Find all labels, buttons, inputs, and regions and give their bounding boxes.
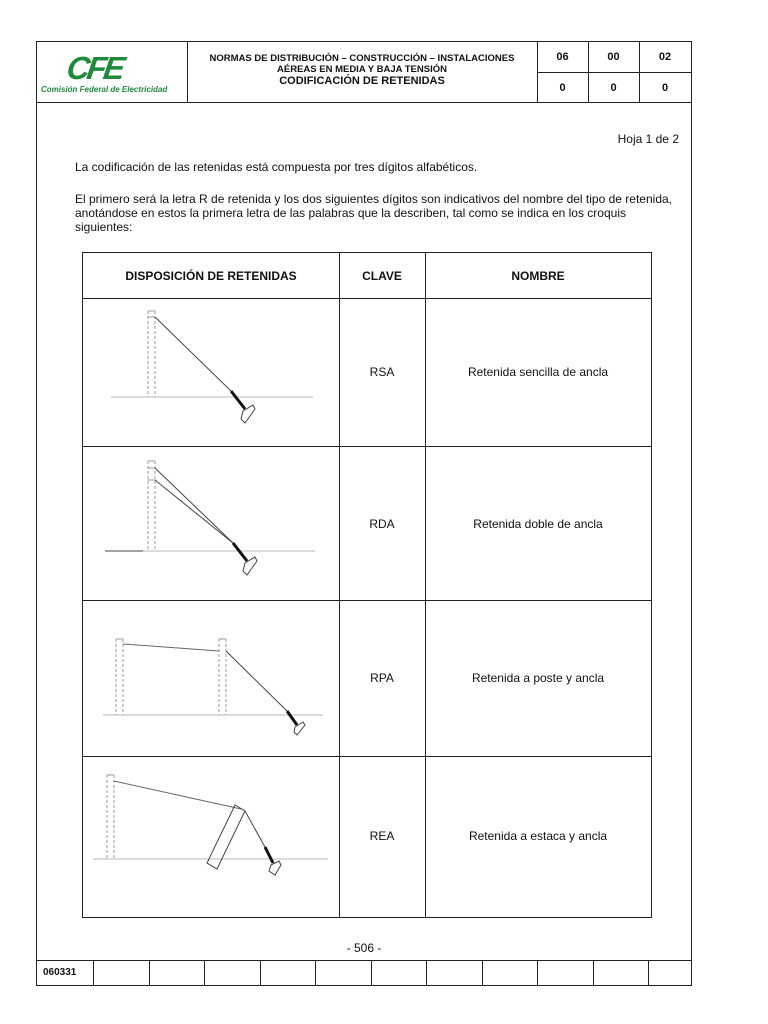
document-header xyxy=(37,42,691,103)
clave-cell: REA xyxy=(369,829,395,843)
code-top-3: 02 xyxy=(658,51,672,63)
footer-cell xyxy=(261,961,316,986)
table-row xyxy=(83,299,651,447)
sketch-retenida-estaca-ancla xyxy=(83,757,339,917)
column-header-disposicion: DISPOSICIÓN DE RETENIDAS xyxy=(83,253,339,299)
footer-cell xyxy=(150,961,205,986)
document-footer xyxy=(37,960,691,986)
column-header-clave: CLAVE xyxy=(339,253,425,299)
footer-cell xyxy=(205,961,261,986)
table-row xyxy=(83,601,651,757)
table-row xyxy=(83,757,651,917)
footer-cell xyxy=(316,961,372,986)
nombre-cell: Retenida sencilla de ancla xyxy=(467,365,609,379)
clave-cell: RSA xyxy=(369,365,395,379)
page-number: - 506 - xyxy=(346,941,382,955)
sketch-retenida-poste-ancla xyxy=(83,601,339,757)
code-top-1: 06 xyxy=(537,42,589,72)
footer-code-cell xyxy=(37,961,94,986)
footer-cell xyxy=(372,961,427,986)
footer-cell xyxy=(538,961,594,986)
header-title-line1: NORMAS DE DISTRIBUCIÓN – CONSTRUCCIÓN – INSTALACIONES xyxy=(209,53,515,64)
footer-cell xyxy=(649,961,691,986)
code-top-2: 00 xyxy=(588,42,640,72)
clave-cell: RPA xyxy=(370,671,394,685)
footer-cell xyxy=(94,961,150,986)
sketch-retenida-sencilla-ancla xyxy=(83,299,339,447)
document-page xyxy=(36,41,692,986)
cfe-logo-subtitle: Comisión Federal de Electricidad xyxy=(41,85,168,94)
nombre-cell: Retenida a estaca y ancla xyxy=(468,829,608,843)
intro-paragraph: La codificación de las retenidas está compuesta por tres dígitos alfabéticos. xyxy=(75,160,478,174)
nombre-cell: Retenida doble de ancla xyxy=(473,517,603,531)
cfe-logo: CFE xyxy=(64,50,125,86)
logo-cell xyxy=(37,42,188,102)
title-cell xyxy=(187,42,538,102)
code-bottom-2: 0 xyxy=(588,72,640,102)
sketch-retenida-doble-ancla xyxy=(83,447,339,601)
column-header-nombre: NOMBRE xyxy=(425,253,651,299)
nombre-cell: Retenida a poste y ancla xyxy=(471,671,605,685)
header-document-title: CODIFICACIÓN DE RETENIDAS xyxy=(279,75,445,87)
table-row xyxy=(83,447,651,601)
sheet-indicator: Hoja 1 de 2 xyxy=(617,132,679,146)
clave-cell: RDA xyxy=(369,517,395,531)
footer-cell xyxy=(594,961,649,986)
footer-cell xyxy=(427,961,483,986)
header-title-line2: AÉREAS EN MEDIA Y BAJA TENSIÓN xyxy=(277,64,447,75)
footer-cell xyxy=(483,961,538,986)
footer-code: 060331 xyxy=(43,967,77,978)
code-bottom-3: 0 xyxy=(639,72,691,102)
description-paragraph: El primero será la letra R de retenida y los dos siguientes dígitos son indicativos del nombre del tipo de retenida, anotándose en estos la primera letra de las palabras que la describen, tal como se indica en los croquis siguientes: xyxy=(75,192,672,234)
retenidas-table xyxy=(82,252,652,918)
code-bottom-1: 0 xyxy=(537,72,589,102)
